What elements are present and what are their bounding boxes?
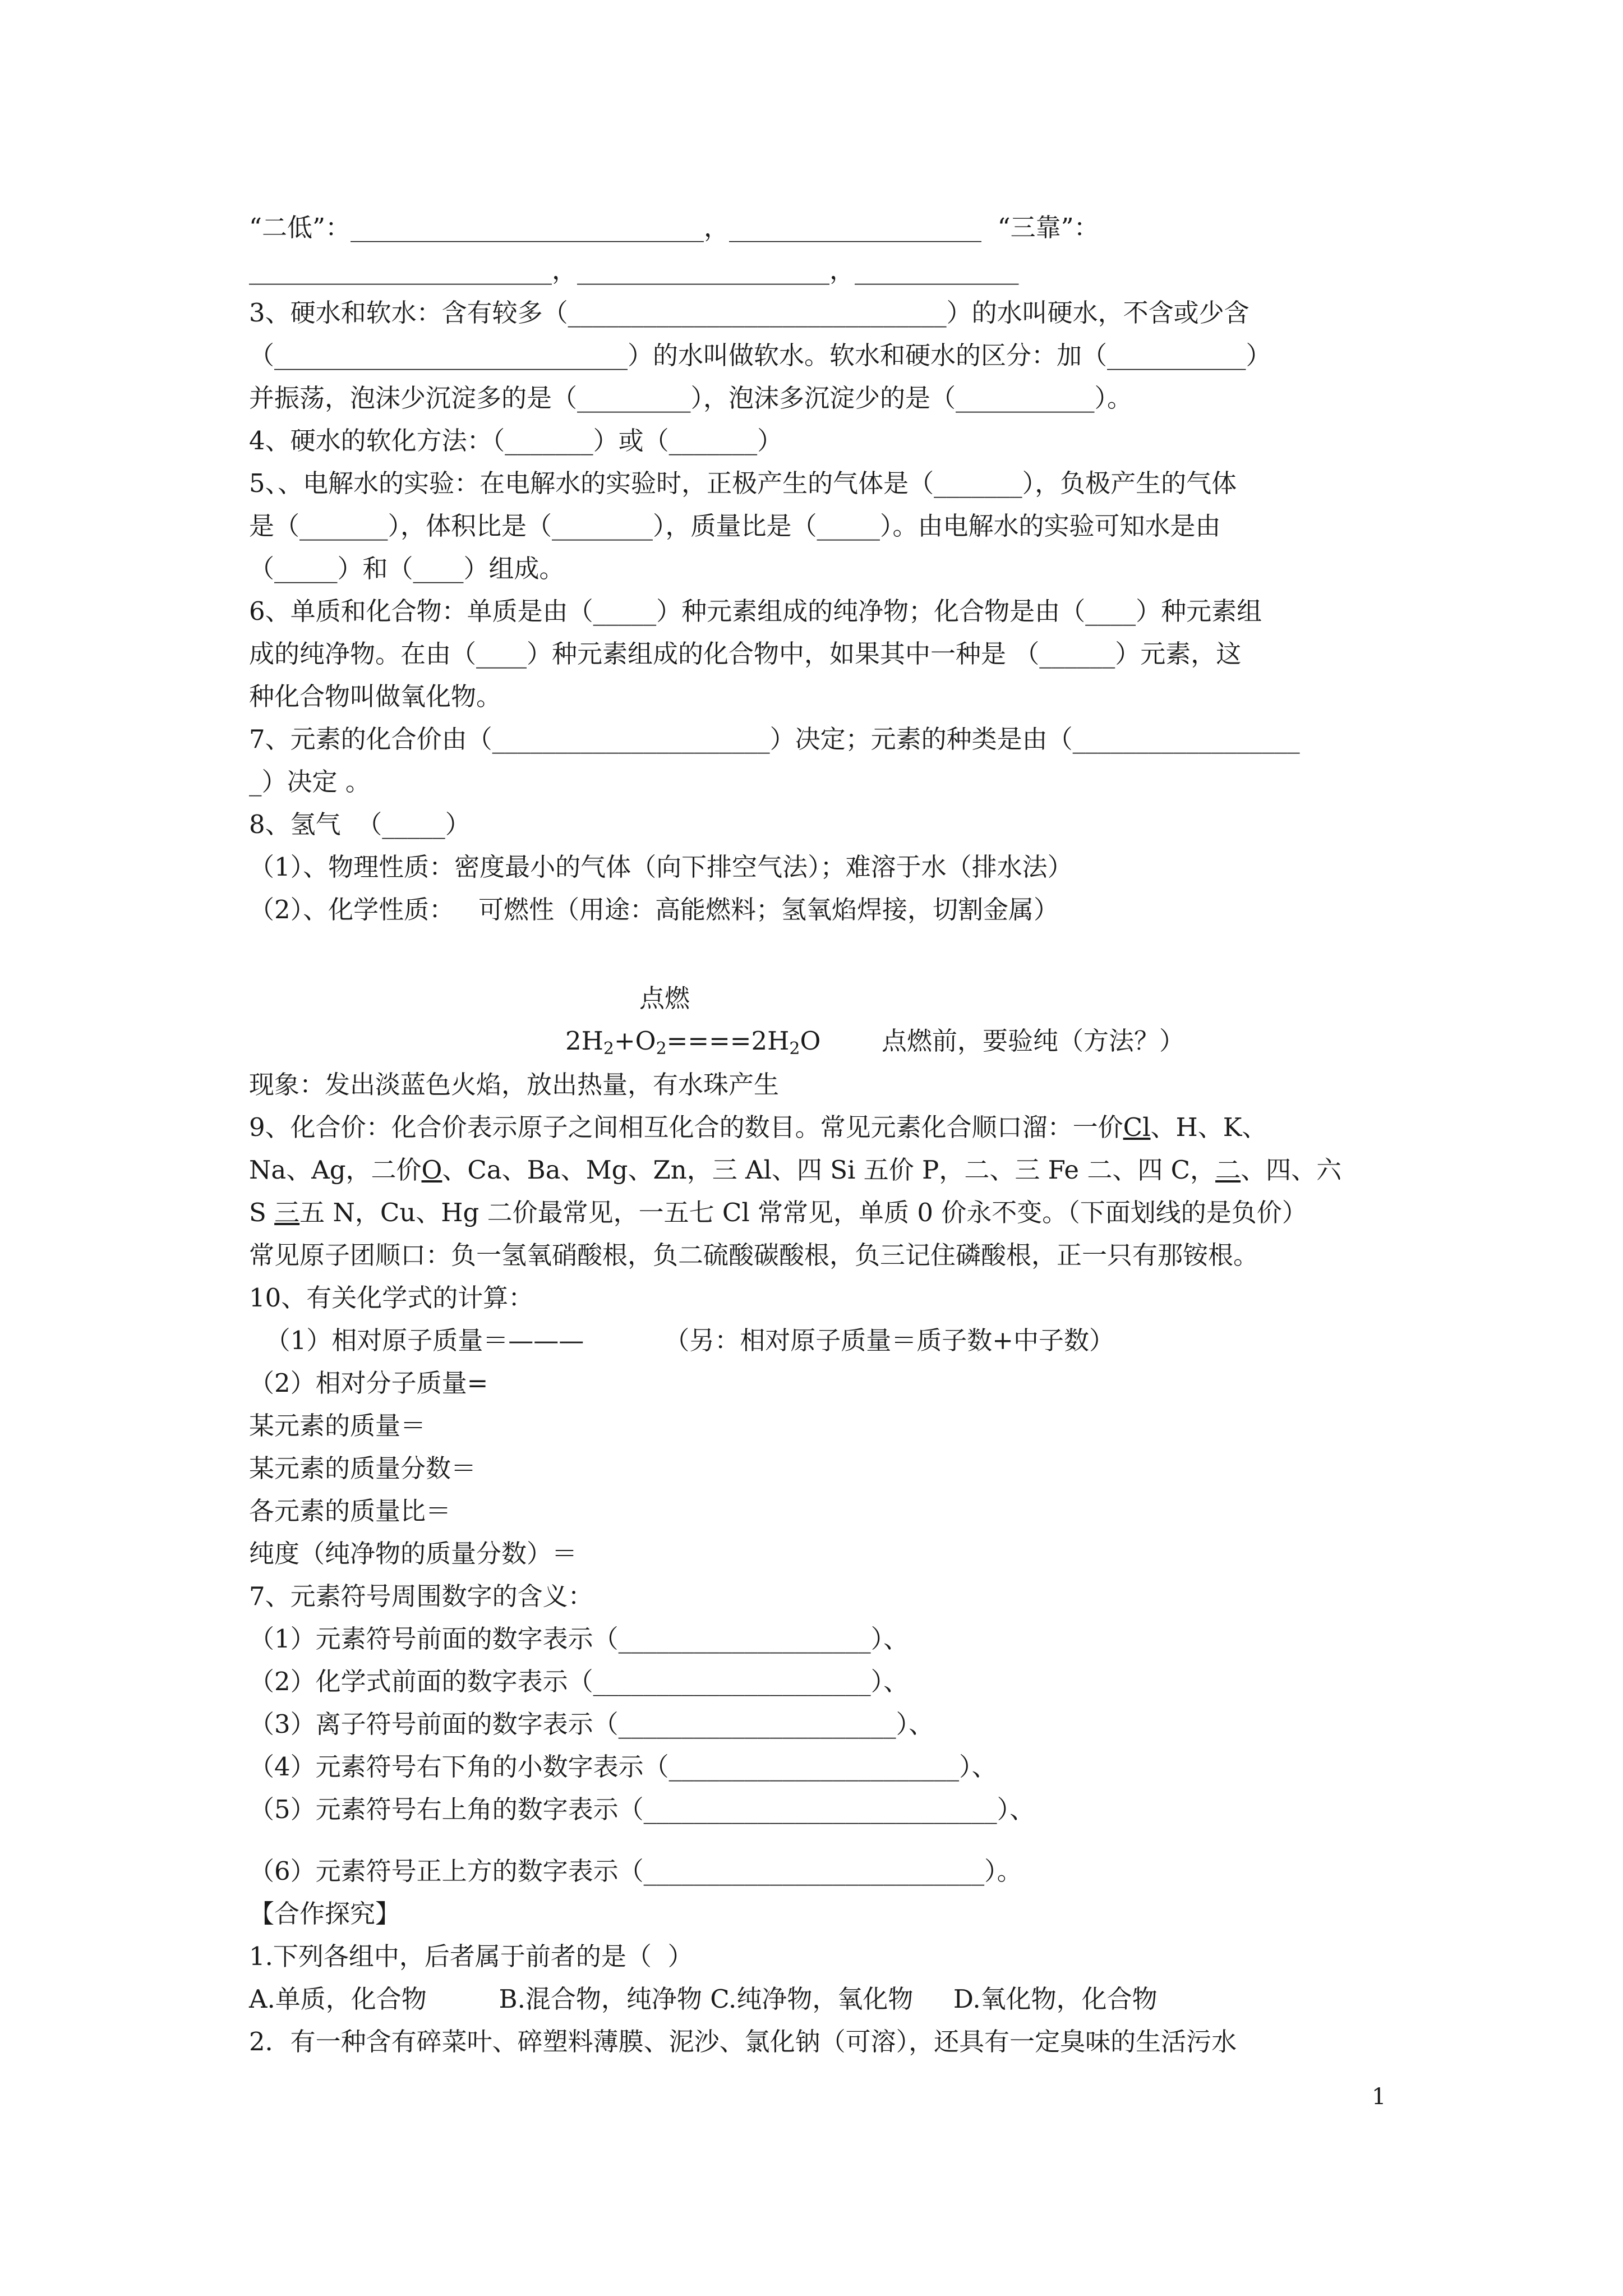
question-1: 1.下列各组中，后者属于前者的是（ ） [249,1941,693,1971]
line-hard-water-1: 3、硬水和软水：含有较多（______________________________）的水叫硬水，不含或少含 [249,298,1249,328]
line-compound-1: 6、单质和化合物：单质是由（_____）种元素组成的纯净物；化合物是由（____）种元素组 [249,596,1262,626]
line-symbol-number-6: （6）元素符号正上方的数字表示（___________________________）。 [249,1856,1022,1886]
line-valence-2: _）决定 。 [249,767,371,797]
line-physical-property: （1）、物理性质：密度最小的气体（向下排空气法）；难溶于水（排水法） [249,852,1073,882]
line-hydrogen-title: 8、氢气 （_____） [249,809,471,839]
line-compound-3: 种化合物叫做氧化物。 [249,682,502,711]
line-electrolysis-3: （_____）和（____）组成。 [249,554,565,583]
line-san-kao-blanks: ________________________，____________________，_____________ [249,255,1019,285]
line-purity: 纯度（纯净物的质量分数）＝ [249,1539,578,1568]
line-electrolysis-1: 5、、电解水的实验：在电解水的实验时，正极产生的气体是（_______），负极产生的气体 [249,468,1237,498]
line-symbol-number-5: （5）元素符号右上角的数字表示（____________________________）、 [249,1795,1035,1824]
line-symbol-number-4: （4）元素符号右下角的小数字表示（_______________________）、 [249,1752,997,1782]
line-compound-2: 成的纯净物。在由（____）种元素组成的化合物中，如果其中一种是 （______）元素，这 [249,639,1242,669]
line-symbol-number-1: （1）元素符号前面的数字表示（____________________）、 [249,1624,909,1654]
line-symbol-numbers-title: 7、元素符号周围数字的含义： [249,1581,593,1611]
line-hard-water-3: 并振荡，泡沫少沉淀多的是（_________），泡沫多沉淀少的是（___________）。 [249,383,1133,413]
line-relative-atomic-mass: （1）相对原子质量＝——— （另：相对原子质量＝质子数+中子数） [249,1326,1114,1355]
page-number: 1 [1372,2084,1386,2110]
line-mass-fraction: 某元素的质量分数＝ [249,1453,477,1483]
line-symbol-number-3: （3）离子符号前面的数字表示（______________________）、 [249,1709,934,1739]
line-radical-rhyme: 常见原子团顺口：负一氢氧硝酸根，负二硫酸碳酸根，负三记住磷酸根，正一只有那铵根。 [249,1240,1259,1270]
question-2: 2．有一种含有碎菜叶、碎塑料薄膜、泥沙、氯化钠（可溶），还具有一定臭味的生活污水 [249,2027,1237,2056]
line-valence-rhyme-1: 9、化合价：化合价表示原子之间相互化合的数目。常见元素化合顺口溜：一价Cl、H、K、 [249,1112,1267,1142]
section-heading-cooperative-inquiry: 【合作探究】 [249,1899,401,1929]
line-phenomenon: 现象：发出淡蓝色火焰，放出热量，有水珠产生 [249,1070,780,1099]
reaction-condition-label: 点燃 [639,983,690,1013]
line-electrolysis-2: 是（_______），体积比是（________），质量比是（_____）。由电解水的实验可知水是由 [249,511,1221,541]
line-element-mass: 某元素的质量＝ [249,1411,426,1441]
purity-check-note: 点燃前，要验纯（方法？） [882,1026,1185,1056]
line-relative-molecular-mass: （2）相对分子质量= [249,1368,488,1398]
line-valence-1: 7、元素的化合价由（______________________）决定；元素的种类是由（__________________ [249,724,1300,754]
line-hard-water-2: （____________________________）的水叫做软水。软水和硬水的区分：加（___________） [249,341,1271,370]
hydrogen-combustion-equation: $2H_2+O_2====2H_2O$ [565,1026,821,1059]
line-formula-calc-title: 10、有关化学式的计算： [249,1283,534,1313]
line-chemical-property: （2）、化学性质： 可燃性（用途：高能燃料；氢氧焰焊接，切割金属） [249,895,1059,924]
line-valence-rhyme-2: Na、Ag，二价O、Ca、Ba、Mg、Zn，三 Al、四 Si 五价 P，二、三 Fe 二、四 C，二、四、六 [249,1155,1342,1185]
line-er-di: “二低”：____________________________，____________________ “三靠”： [249,213,1099,242]
line-mass-ratio: 各元素的质量比＝ [249,1496,451,1526]
line-symbol-number-2: （2）化学式前面的数字表示（______________________）、 [249,1667,909,1696]
line-softening: 4、硬水的软化方法：（_______）或（_______） [249,426,783,455]
question-1-options: A.单质，化合物 B.混合物，纯净物 C.纯净物，氧化物 D.氧化物，化合物 [249,1984,1158,2014]
line-valence-rhyme-3: S 三五 N，Cu、Hg 二价最常见，一五七 Cl 常常见，单质 0 价永不变。（下面划线的是负价） [249,1198,1307,1227]
